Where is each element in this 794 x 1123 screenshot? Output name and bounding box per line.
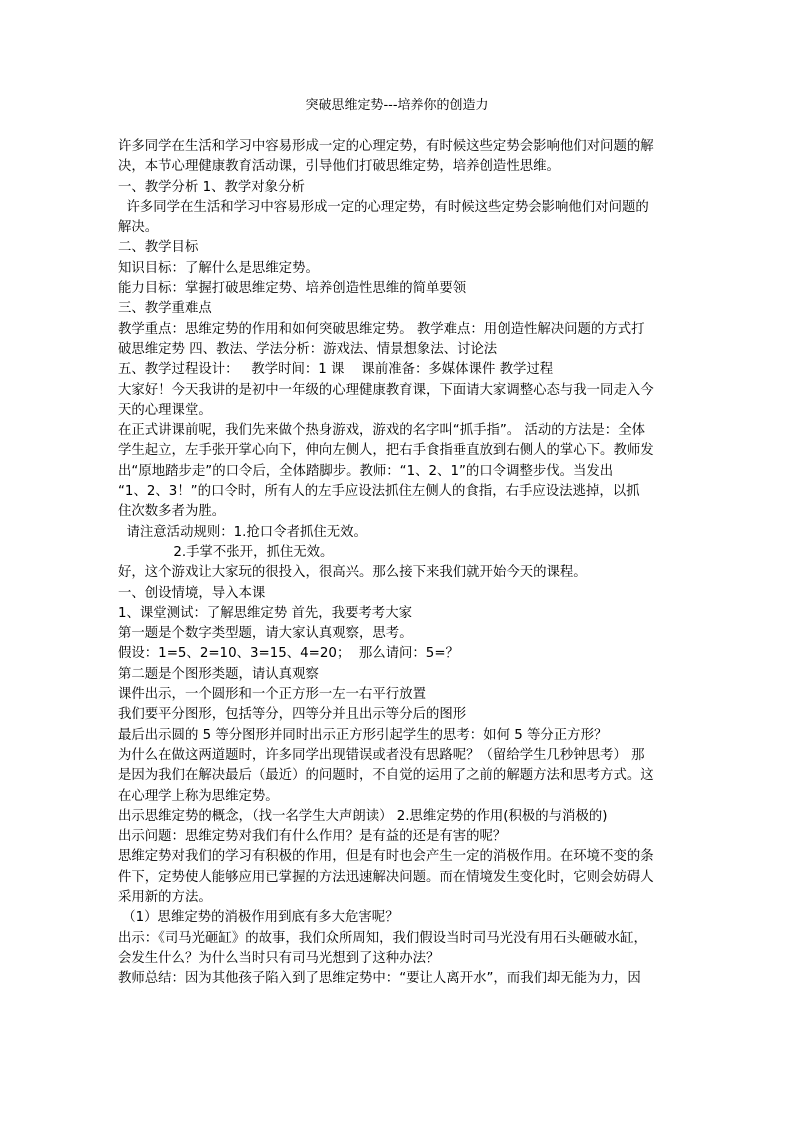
body-line: “1、2、3！”的口令时，所有人的左手应设法抓住左侧人的食指，右手应设法逃掉，以抓 [118,484,640,500]
body-line: 破思维定势 四、教法、学法分析：游戏法、情景想象法、讨论法 [118,341,498,357]
document-title: 突破思维定势---培养你的创造力 [305,98,489,113]
body-line: 教学重点：思维定势的作用和如何突破思维定势。 教学难点：用创造性解决问题的方式打 [118,321,645,337]
body-line: 第一题是个数字类型题，请大家认真观察，思考。 [118,626,413,642]
body-line: （1）思维定势的消极作用到底有多大危害呢？ [118,910,399,926]
body-line: 为什么在做这两道题时，许多同学出现错误或者没有思路呢？（留给学生几秒钟思考） 那 [118,747,645,763]
body-line: 假设：1=5、2=10、3=15、4=20； 那么请问：5=？ [118,646,459,662]
body-line: 件下，定势使人能够应用已掌握的方法迅速解决问题。而在情境发生变化时，它则会妨碍人 [118,869,654,885]
body-line: 知识目标：了解什么是思维定势。 [118,260,319,276]
body-line: 一、教学分析 1、教学对象分析 [118,179,305,195]
body-line: 请注意活动规则：1.抢口令者抓住无效。 [118,524,367,540]
body-line: 二、教学目标 [118,240,199,256]
body-line: 好，这个游戏让大家玩的很投入，很高兴。那么接下来我们就开始今天的课程。 [118,565,587,581]
body-line: 许多同学在生活和学习中容易形成一定的心理定势，有时候这些定势会影响他们对问题的 [118,199,649,215]
body-line: 思维定势对我们的学习有积极的作用，但是有时也会产生一定的消极作用。在环境不变的条 [118,849,654,865]
body-line: 决，本节心理健康教育活动课，引导他们打破思维定势，培养创造性思维。 [118,159,560,175]
body-line: 住次数多者为胜。 [118,504,226,520]
body-line: 大家好！今天我讲的是初中一年级的心理健康教育课，下面请大家调整心态与我一同走入今 [118,382,654,398]
body-line: 三、教学重难点 [118,301,212,317]
body-line: 在正式讲课前呢，我们先来做个热身游戏，游戏的名字叫“抓手指”。 活动的方法是：全体 [118,423,645,439]
body-line: 许多同学在生活和学习中容易形成一定的心理定势，有时候这些定势会影响他们对问题的解 [118,139,654,154]
body-line: 能力目标：掌握打破思维定势、培养创造性思维的简单要领 [118,281,467,297]
body-line: 出示思维定势的概念，（找一名学生大声朗读） 2.思维定势的作用(积极的与消极的) [118,808,608,824]
body-line: 2.手掌不张开，抓住无效。 [118,544,334,560]
body-line: 会发生什么？为什么当时只有司马光想到了这种办法？ [118,950,440,966]
body-line: 一、创设情境，导入本课 [118,585,266,601]
body-line: 第二题是个图形类题，请认真观察 [118,666,319,682]
body-line: 天的心理课堂。 [118,402,212,418]
body-line: 出示：《司马光砸缸》的故事，我们众所周知，我们假设当时司马光没有用石头砸破水缸， [118,930,647,946]
body-line: 在心理学上称为思维定势。 [118,788,279,804]
body-line: 采用新的方法。 [118,889,212,905]
body-line: 出示问题：思维定势对我们有什么作用？是有益的还是有害的呢？ [118,829,507,845]
body-line: 学生起立，左手张开掌心向下，伸向左侧人，把右手食指垂直放到右侧人的掌心下。教师发 [118,443,654,459]
body-line: 1、课堂测试：了解思维定势 首先，我要考考大家 [118,605,412,621]
document-body [118,137,690,989]
body-line: 教师总结：因为其他孩子陷入到了思维定势中：“要让人离开水”，而我们却无能为力，因 [118,971,641,987]
body-line: 解决。 [118,220,159,236]
body-line: 最后出示圆的 5 等分图形并同时出示正方形引起学生的思考：如何 5 等分正方形？ [118,727,608,743]
body-line: 课件出示，一个圆形和一个正方形一左一右平行放置 [118,687,426,703]
body-line: 五、教学过程设计： 教学时间：1 课 课前准备：多媒体课件 教学过程 [118,362,554,378]
body-line: 是因为我们在解决最后（最近）的问题时，不自觉的运用了之前的解题方法和思考方式。这 [118,768,654,784]
body-line: 出“原地踏步走”的口令后，全体踏脚步。教师：“1、2、1”的口令调整步伐。当发出 [118,463,614,479]
body-line: 我们要平分图形，包括等分，四等分并且出示等分后的图形 [118,707,467,723]
